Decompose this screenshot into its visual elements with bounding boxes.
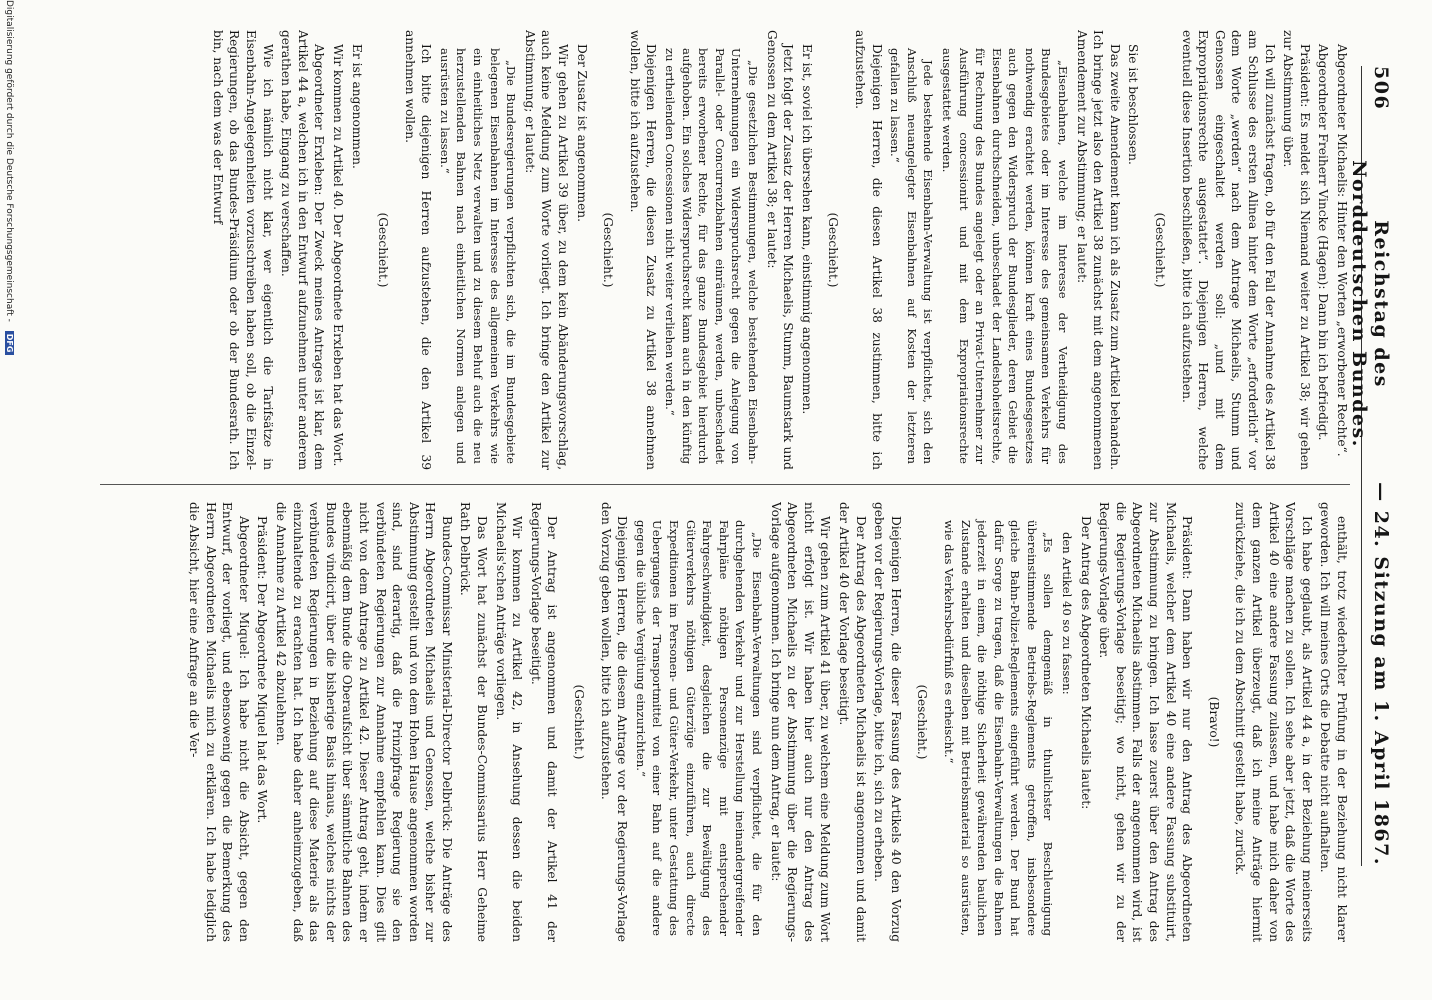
paragraph: Sie ist beschlossen.	[1126, 44, 1141, 165]
right-column	[100, 502, 1350, 942]
paragraph: Präsident: Es meldet sich Niemand weiter zu Artikel 38; wir gehen zur Abstimmung über.	[1281, 30, 1312, 470]
paragraph: Der Zusatz ist angenommen.	[574, 44, 589, 223]
paragraph: Das Wort hat zunächst der Bundes-Commissarius Herr Geheime Rath Delbrück.	[458, 502, 490, 942]
paragraph: Ich bitte diejenigen Herren aufzustehen, die den Artikel 39 annehmen wollen.	[402, 30, 434, 470]
paragraph: Abgeordneter Erxleben: Der Zweck meines Antrages ist klar, dem Artikel 44 a, welchen ich in den Entwurf aufzunehmen unter anderem gerathen habe, Eingang zu verschaffen.	[279, 30, 327, 470]
digitization-footer	[0, 0, 14, 1000]
paragraph: Diejenigen Herren, die dieser Fassung des Artikels 40 den Vorzug geben vor der Regierungs-Vorlage, bitte ich, sich zu erheben.	[872, 502, 903, 942]
paragraph: Der Antrag des Abgeordneten Michaelis ist angenommen und damit der Artikel 40 der Vorlage beseitigt.	[836, 502, 868, 942]
stage-direction: (Geschieht.)	[601, 212, 616, 288]
quoted-text: „Die Eisenbahn-Verwaltungen sind verpflichtet, die für den durchgehenden Verkehr und zur Herstellung ineinandergreifender Fahrpläne nöthigen Personenzüge mit entsprechender Fahrgeschwindigkeit, desgleichen die zur Bewältigung des Güterverkehrs nöthigen Güterzüge einzuführen, auch directe Expeditionen im Personen- und Güter-Verkehr, unter Gestattung des Ueberganges der Transportmittel von einer Bahn auf die andere gegen die übliche Vergütung einzurichten.“	[633, 520, 764, 936]
paragraph: Wir kommen zu Artikel 40. Der Abgeordnete Erxleben hat das Wort.	[330, 44, 345, 467]
paragraph: enthält, trotz wiederholter Prüfung in der Beziehung nicht klarer geworden. Ich will meines Orts die Debatte nicht aufhalten.	[1318, 502, 1349, 942]
paragraph: Wir gehen zu Artikel 39 über, zu dem kein Abänderungsvorschlag, auch keine Meldung zum Worte vorliegt. Ich bringe den Artikel zur Abstimmung; er lautet:	[522, 30, 571, 470]
page-header	[1348, 66, 1392, 866]
paragraph: Er ist angenommen.	[349, 44, 364, 169]
quoted-text: Jede bestehende Eisenbahn-Verwaltung ist verpflichtet, sich den Anschluß neuangelegter Eisenbahnen auf Kosten der letzteren gefallen zu lassen.“	[888, 48, 936, 464]
paragraph: Ich habe geglaubt, als Artikel 44 a, in der Beziehung meinerseits Vorschläge machen zu sollen. Ich sehe aber jetzt, daß die Worte des Artikel 40 eine andere Fassung zulassen, und habe mich daher von dem ganzen Artikel überzeugt, daß ich meine Anträge hiermit zurückziehe, die ich zu dem Abschnitt gestellt habe, zurück.	[1233, 502, 1314, 942]
paragraph: Wie ich nämlich nicht klar, wer eigentlich die Tarifsätze in Eisenbahn-Angelegenheiten vorzuschreiben haben soll, ob die Einzel-Regierungen, ob das Bundes-Präsidium oder ob der Bundesrath. Ich bin, nach dem was der Entwurf	[210, 30, 275, 470]
stage-direction: (Geschieht.)	[572, 684, 587, 760]
stage-direction: (Geschieht.)	[376, 212, 391, 288]
page-title: Reichstag des Norddeutschen Bundes.	[1348, 160, 1392, 448]
paragraph: Diejenigen Herren, die diesen Zusatz zu Artikel 38 annehmen wollen, bitte ich aufzustehen.	[627, 30, 659, 470]
paragraph: Der Antrag des Abgeordneten Michaelis lautet:	[1078, 516, 1093, 810]
paragraph: Präsident: Dann haben wir nur den Antrag des Abgeordneten Michaelis, welcher dem Artikel 40 eine andere Fassung substituirt, zur Abstimmung zu bringen. Ich lasse zuerst über den Antrag des Abgeordneten Michaelis abstimmen. Falls der angenommen wird, ist die Regierungs-Vorlage beseitigt; wo nicht, gehen wir zu der Regierungs-Vorlage über.	[1097, 502, 1195, 942]
left-column	[100, 30, 1350, 470]
column-divider	[100, 484, 1350, 485]
quoted-text: „Eisenbahnen, welche im Interesse der Vertheidigung des Bundesgebietes oder im Interesse des gemeinsamen Verkehrs für nothwendig erachtet werden, können kraft eines Bundesgesetzes auch gegen den Widerspruch der Bundesglieder, deren Gebiet die Eisenbahnen durchschneiden, unbeschadet der Landeshoheitsrechte, für Rechnung des Bundes angelegt oder an Privat-Unternehmer zur Ausführung concessionirt und mit dem Expropriationsrechte ausgestattet werden.	[939, 48, 1071, 464]
paragraph: Der Antrag ist angenommen und damit der Artikel 41 der Regierungs-Vorlage beseitigt.	[528, 502, 560, 942]
paragraph: Bundes-Commissar Ministerial-Director Delbrück: Die Anträge des Herrn Abgeordneten Michaelis und Genossen, welche bisher zur Abstimmung gestellt und von dem Hohen Hause angenommen worden sind, sind derartig, daß die Prinzipfrage Regierung sie den verbündeten Regierungen zur Annahme empfehlen kann. Dies gilt nicht von dem Antrage zu Artikel 42. Dieser Antrag geht, indem er ebenmäßig dem Bunde die Oberaufsicht über sämmtliche Bahnen des Bundes vindicirt, über die bisherige Basis hinaus, welches nichts der verbündeten Regierungen in Beziehung auf diese Materie als das einzuhaltende zu erachten hat. Ich habe daher anheimzugeben, daß die Annahme zu Artikel 42 abzulehnen.	[273, 502, 454, 942]
paragraph: Wir kommen zu Artikel 42, in Ansehung dessen die beiden Michaelis'schen Anträge vorliegen.	[493, 502, 525, 942]
footer-text: Digitalisierung gefördert durch die Deutsche Forschungsgemeinschaft -	[4, 0, 14, 322]
session-date: — 24. Sitzung am 1. April 1867.	[1370, 482, 1392, 866]
paragraph: Abgeordneter Freiherr Vincke (Hagen): Dann bin ich befriedigt.	[1316, 44, 1331, 441]
paragraph: Präsident: Der Abgeordnete Miquel hat das Wort.	[255, 516, 270, 824]
paragraph: Diejenigen Herren, die diesen Artikel 38 zustimmen, bitte ich aufzustehen.	[852, 30, 884, 470]
stage-direction: (Geschieht.)	[826, 212, 841, 288]
paragraph: Wir gehen zum Artikel 41 über, zu welchem eine Meldung zum Wort nicht erfolgt ist. Wir haben hier auch nur den Antrag des Abgeordneten Michaelis zu der Abstimmung über die Regierungs-Vorlage aufgenommen. Ich bringe nun dem Antrag, er lautet:	[768, 502, 833, 942]
stage-direction: (Geschieht.)	[1153, 212, 1168, 288]
paragraph: Er ist, soviel ich übersehen kann, einstimmig angenommen.	[799, 44, 814, 415]
stage-direction: (Geschieht.)	[915, 684, 930, 760]
stage-direction: (Bravo!)	[1206, 696, 1221, 748]
page-number: 506	[1370, 66, 1392, 111]
quoted-text: „Die gesetzlichen Bestimmungen, welche bestehenden Eisenbahn-Unternehmungen ein Widerspruchsrecht gegen die Anlegung von Parallel- oder Concurrenzbahnen einräumen, werden, unbeschadet bereits erworbener Rechte, für das ganze Bundesgebiet hierdurch aufgehoben. Ein solches Widerspruchsrecht kann auch in den künftig zu ertheilenden Concessionen nicht weiter verliehen werden.“	[663, 48, 760, 464]
quoted-text: „Die Bundesregierungen verpflichten sich, die im Bundesgebiete belegenen Eisenbahnen im Interesse des allgemeinen Verkehrs wie ein einheitliches Netz verwalten und zu diesem Behuf auch die neu herzustellenden Bahnen nach einheitlichen Normen anlegen und ausrüsten zu lassen.“	[437, 48, 519, 464]
paragraph: Ich will zunächst fragen, ob für den Fall der Annahme des Artikel 38 am Schlusse des ersten Alinea hinter dem Worte „erforderlich“ vor dem Worte „werden“ nach dem Antrage Michaelis, Stumm und Genossen eingeschaltet werden soll: „und mit dem Expropriationsrechte ausgestattet“. Diejenigen Herren, welche eventuell diese Insertion beschließen, bitte ich aufzustehen.	[1179, 30, 1277, 470]
dfg-logo: DFG	[5, 331, 14, 356]
paragraph: Abgeordneter Michaelis: Hinter den Worten „erworbener Rechte“.	[1335, 44, 1349, 457]
paragraph: Diejenigen Herren, die diesem Antrage vor der Regierungs-Vorlage den Vorzug geben wollen, bitte ich aufzustehen.	[598, 502, 630, 942]
paragraph: Jetzt folgt der Zusatz der Herren Michaelis, Stumm, Baumstark und Genossen zu dem Artikel 38; er lautet:	[764, 30, 796, 470]
quoted-text: den Artikel 40 so zu fassen:	[1060, 532, 1075, 695]
paragraph: Abgeordneter Miquel: Ich habe nicht die Absicht, gegen den Entwurf, der vorliegt, und ebensowenig gegen die Bemerkung des Herrn Abgeordneten Michaelis mich zu erklären. Ich habe lediglich die Absicht, hier eine Anfrage an die Ver-	[187, 502, 251, 942]
paragraph: Das zweite Amendement kann ich als Zusatz zum Artikel behandeln. Ich bringe jetzt also den Artikel 38 zunächst mit dem angenommenen Amendement zur Abstimmung; er lautet:	[1074, 30, 1122, 470]
quoted-text: „Es sollen demgemäß in thunlichster Beschleunigung übereinstimmende Betriebs-Reglements getroffen, insbesondere gleiche Bahn-Polizei-Reglements eingeführt werden. Der Bund hat dafür Sorge zu tragen, daß die Eisenbahn-Verwaltungen die Bahnen jederzeit in einem, die nöthige Sicherheit gewährenden baulichen Zustande erhalten und dieselben mit Betriebsmaterial so ausrüsten, wie das Verkehrsbedürfniß es erheischt.“	[941, 520, 1056, 936]
